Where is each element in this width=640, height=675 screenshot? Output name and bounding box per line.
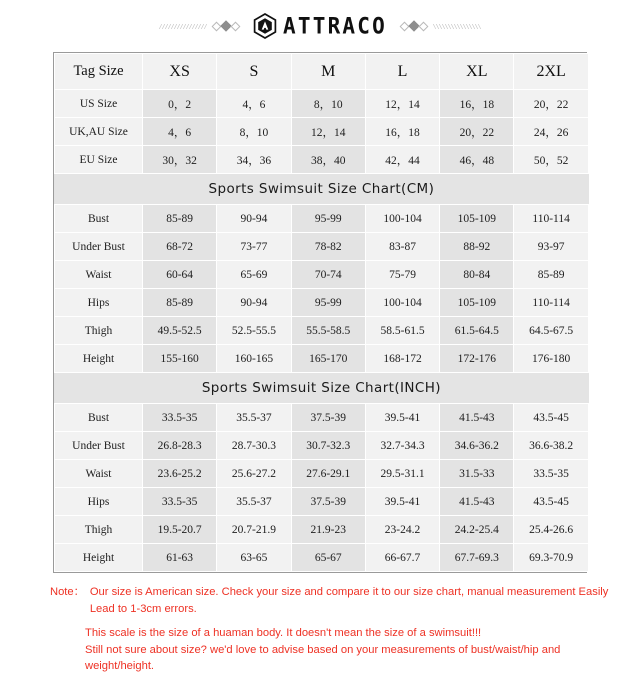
table-cell: 73-77 (217, 233, 291, 261)
row-label: Height (55, 345, 143, 373)
table-cell: 85-89 (143, 205, 217, 233)
note-secondary (50, 625, 620, 675)
table-row (55, 146, 589, 174)
table-row (55, 317, 589, 345)
row-label: EU Size (55, 146, 143, 174)
table-cell: 38，40 (291, 146, 365, 174)
row-label: Thigh (55, 317, 143, 345)
table-cell: 32.7-34.3 (365, 432, 439, 460)
table-cell: 31.5-33 (440, 460, 514, 488)
table-cell: 172-176 (440, 345, 514, 373)
table-cell: 65-69 (217, 261, 291, 289)
table-cell: 26.8-28.3 (143, 432, 217, 460)
section-header-row (55, 373, 589, 404)
table-cell: 33.5-35 (143, 404, 217, 432)
table-cell: 12，14 (365, 90, 439, 118)
table-cell: 16，18 (440, 90, 514, 118)
ornament-left (160, 22, 239, 30)
table-cell: 88-92 (440, 233, 514, 261)
table-cell: 80-84 (440, 261, 514, 289)
table-cell: 95-99 (291, 205, 365, 233)
table-cell: 36.6-38.2 (514, 432, 588, 460)
table-row (55, 345, 589, 373)
column-header: XL (440, 54, 514, 90)
table-cell: 35.5-37 (217, 488, 291, 516)
table-cell: 110-114 (514, 289, 588, 317)
table-row (55, 118, 589, 146)
table-cell: 75-79 (365, 261, 439, 289)
table-cell: 155-160 (143, 345, 217, 373)
table-cell: 52.5-55.5 (217, 317, 291, 345)
table-cell: 93-97 (514, 233, 588, 261)
notes-section (0, 584, 640, 675)
section-title: Sports Swimsuit Size Chart(CM) (55, 174, 589, 205)
table-cell: 29.5-31.1 (365, 460, 439, 488)
table-cell: 60-64 (143, 261, 217, 289)
table-cell: 83-87 (365, 233, 439, 261)
table-cell: 67.7-69.3 (440, 544, 514, 572)
table-cell: 30，32 (143, 146, 217, 174)
note-primary (50, 584, 620, 617)
table-cell: 34，36 (217, 146, 291, 174)
table-cell: 41.5-43 (440, 404, 514, 432)
table-cell: 42，44 (365, 146, 439, 174)
table-cell: 61-63 (143, 544, 217, 572)
table-cell: 85-89 (143, 289, 217, 317)
ornament-right (401, 22, 480, 30)
table-row (55, 205, 589, 233)
table-cell: 100-104 (365, 205, 439, 233)
row-label: Hips (55, 488, 143, 516)
table-cell: 8，10 (291, 90, 365, 118)
table-cell: 24.2-25.4 (440, 516, 514, 544)
table-cell: 25.6-27.2 (217, 460, 291, 488)
column-header: M (291, 54, 365, 90)
table-cell: 25.4-26.6 (514, 516, 588, 544)
table-cell: 24，26 (514, 118, 588, 146)
table-cell: 21.9-23 (291, 516, 365, 544)
table-cell: 37.5-39 (291, 404, 365, 432)
note-line-1: Our size is American size. Check your size and compare it to our size chart, manual measurement Easily (89, 586, 609, 598)
table-cell: 105-109 (440, 205, 514, 233)
table-cell: 8，10 (217, 118, 291, 146)
table-row (55, 544, 589, 572)
table-cell: 90-94 (217, 289, 291, 317)
row-label: Under Bust (55, 432, 143, 460)
column-header: XS (143, 54, 217, 90)
dash-ornament-icon (159, 24, 208, 29)
table-cell: 20，22 (440, 118, 514, 146)
row-label: Bust (55, 205, 143, 233)
table-cell: 61.5-64.5 (440, 317, 514, 345)
table-cell: 41.5-43 (440, 488, 514, 516)
row-label: Thigh (55, 516, 143, 544)
note-line-2: Lead to 1-3cm errors. (89, 602, 197, 615)
table-cell: 95-99 (291, 289, 365, 317)
table-cell: 23-24.2 (365, 516, 439, 544)
table-cell: 69.3-70.9 (514, 544, 588, 572)
table-row (55, 488, 589, 516)
row-label: Hips (55, 289, 143, 317)
table-cell: 78-82 (291, 233, 365, 261)
table-cell: 66-67.7 (365, 544, 439, 572)
table-cell: 27.6-29.1 (291, 460, 365, 488)
table-cell: 35.5-37 (217, 404, 291, 432)
table-cell: 65-67 (291, 544, 365, 572)
table-cell: 39.5-41 (365, 404, 439, 432)
row-label: Bust (55, 404, 143, 432)
row-label: Height (55, 544, 143, 572)
table-cell: 168-172 (365, 345, 439, 373)
table-cell: 12，14 (291, 118, 365, 146)
note-label: Note： (50, 586, 85, 598)
table-cell: 43.5-45 (514, 488, 588, 516)
table-cell: 176-180 (514, 345, 588, 373)
table-row (55, 261, 589, 289)
table-cell: 165-170 (291, 345, 365, 373)
table-cell: 68-72 (143, 233, 217, 261)
column-header: L (365, 54, 439, 90)
note-line-3: This scale is the size of a huaman body. It doesn't mean the size of a swimsuit!!! (85, 627, 482, 639)
table-row (55, 432, 589, 460)
table-cell: 110-114 (514, 205, 588, 233)
table-cell: 4，6 (143, 118, 217, 146)
table-row (55, 289, 589, 317)
header-row-label: Tag Size (55, 54, 143, 90)
table-row (55, 90, 589, 118)
brand-header (0, 0, 640, 52)
column-header: 2XL (514, 54, 588, 90)
table-cell: 49.5-52.5 (143, 317, 217, 345)
table-cell: 16，18 (365, 118, 439, 146)
dash-ornament-icon (433, 24, 482, 29)
hexagon-a-icon (253, 13, 277, 39)
table-cell: 160-165 (217, 345, 291, 373)
table-cell: 105-109 (440, 289, 514, 317)
table-cell: 43.5-45 (514, 404, 588, 432)
table-cell: 20，22 (514, 90, 588, 118)
table-cell: 23.6-25.2 (143, 460, 217, 488)
diamond-ornament-icon (213, 22, 239, 30)
brand-logo (253, 13, 387, 39)
size-chart-body (55, 54, 589, 572)
table-cell: 64.5-67.5 (514, 317, 588, 345)
table-cell: 4，6 (217, 90, 291, 118)
table-cell: 63-65 (217, 544, 291, 572)
table-cell: 33.5-35 (514, 460, 588, 488)
diamond-ornament-icon (401, 22, 427, 30)
table-row (55, 404, 589, 432)
table-cell: 30.7-32.3 (291, 432, 365, 460)
table-cell: 50，52 (514, 146, 588, 174)
note-body (90, 584, 620, 617)
table-cell: 34.6-36.2 (440, 432, 514, 460)
table-cell: 0，2 (143, 90, 217, 118)
table-cell: 39.5-41 (365, 488, 439, 516)
section-header-row (55, 174, 589, 205)
row-label: US Size (55, 90, 143, 118)
section-title: Sports Swimsuit Size Chart(INCH) (55, 373, 589, 404)
size-chart-container (53, 52, 587, 573)
table-cell: 100-104 (365, 289, 439, 317)
brand-name: ATTRACO (283, 12, 387, 39)
table-cell: 37.5-39 (291, 488, 365, 516)
table-row (55, 460, 589, 488)
table-cell: 28.7-30.3 (217, 432, 291, 460)
table-cell: 19.5-20.7 (143, 516, 217, 544)
row-label: Under Bust (55, 233, 143, 261)
table-cell: 20.7-21.9 (217, 516, 291, 544)
column-header: S (217, 54, 291, 90)
row-label: Waist (55, 261, 143, 289)
size-chart-table (54, 53, 589, 572)
note-line-4: Still not sure about size? we'd love to advise based on your measurements of bust/waist/hip and weight/height. (85, 643, 561, 672)
table-row (55, 233, 589, 261)
table-header-row (55, 54, 589, 90)
table-cell: 90-94 (217, 205, 291, 233)
table-cell: 46，48 (440, 146, 514, 174)
table-row (55, 516, 589, 544)
table-cell: 33.5-35 (143, 488, 217, 516)
table-cell: 55.5-58.5 (291, 317, 365, 345)
row-label: Waist (55, 460, 143, 488)
table-cell: 70-74 (291, 261, 365, 289)
table-cell: 58.5-61.5 (365, 317, 439, 345)
row-label: UK,AU Size (55, 118, 143, 146)
table-cell: 85-89 (514, 261, 588, 289)
